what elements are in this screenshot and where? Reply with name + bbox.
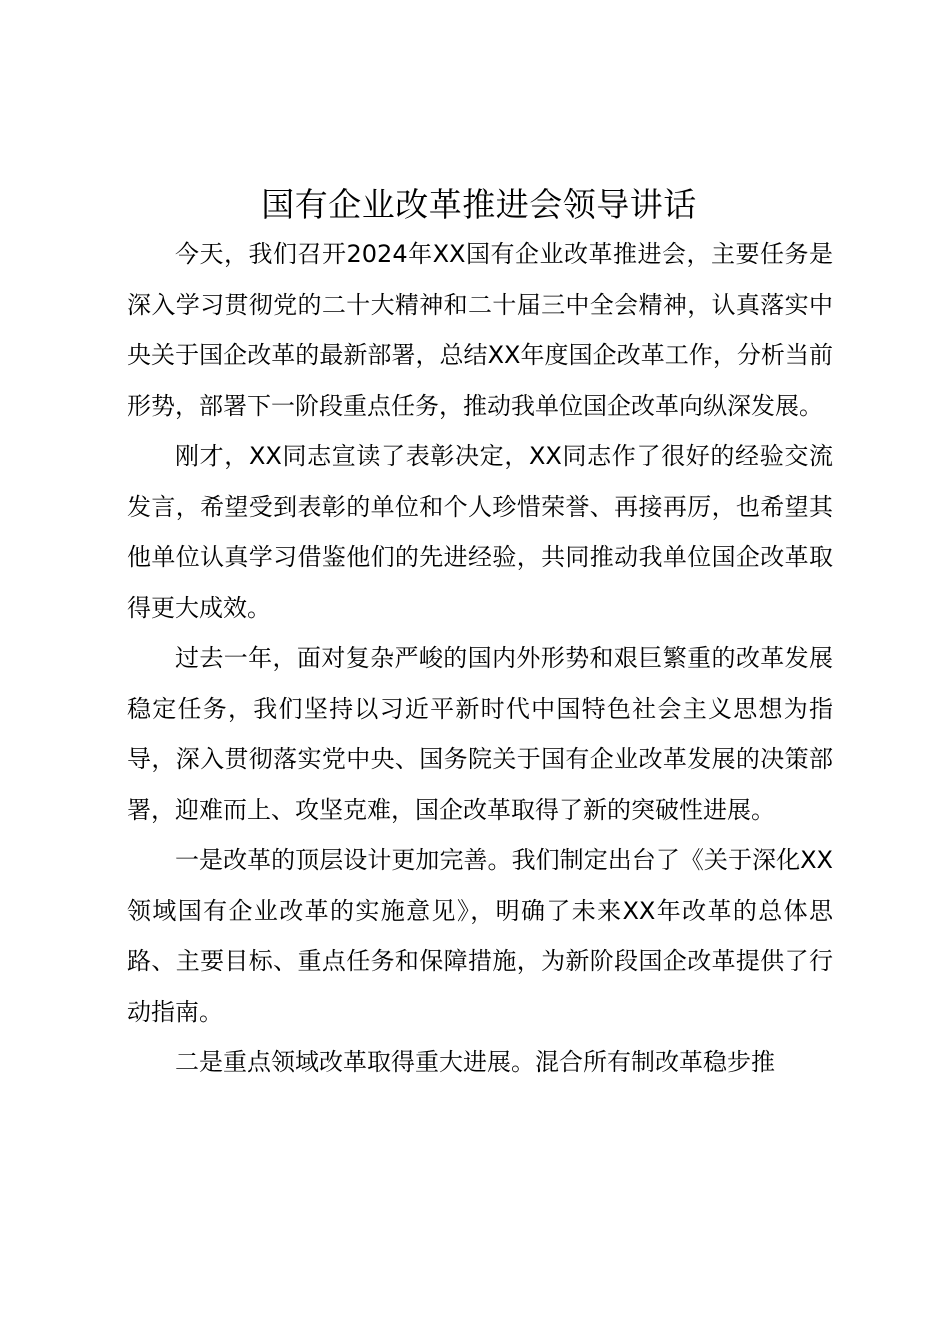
paragraph-point-one: 一是改革的顶层设计更加完善。我们制定出台了《关于深化XX领域国有企业改革的实施意见》，明确了未来XX年改革的总体思路、主要目标、重点任务和保障措施，为新阶段国企改革提供了行动指南。 bbox=[127, 846, 833, 1026]
paragraph-opening: 今天，我们召开2024年XX国有企业改革推进会，主要任务是深入学习贯彻党的二十大精神和二十届三中全会精神，认真落实中央关于国企改革的最新部署，总结XX年度国企改革工作，分析当前形势，部署下一阶段重点任务，推动我单位国企改革向纵深发展。 bbox=[127, 240, 833, 420]
document-body bbox=[127, 229, 833, 1088]
paragraph-commendation: 刚才，XX同志宣读了表彰决定，XX同志作了很好的经验交流发言，希望受到表彰的单位和个人珍惜荣誉、再接再厉，也希望其他单位认真学习借鉴他们的先进经验，共同推动我单位国企改革取得更大成效。 bbox=[127, 442, 833, 622]
document-title: 国有企业改革推进会领导讲话 bbox=[261, 185, 697, 224]
paragraph-point-two: 二是重点领域改革取得重大进展。混合所有制改革稳步推 bbox=[175, 1048, 775, 1076]
paragraph-review: 过去一年，面对复杂严峻的国内外形势和艰巨繁重的改革发展稳定任务，我们坚持以习近平新时代中国特色社会主义思想为指导，深入贯彻落实党中央、国务院关于国有企业改革发展的决策部署，迎难而上、攻坚克难，国企改革取得了新的突破性进展。 bbox=[127, 644, 833, 824]
